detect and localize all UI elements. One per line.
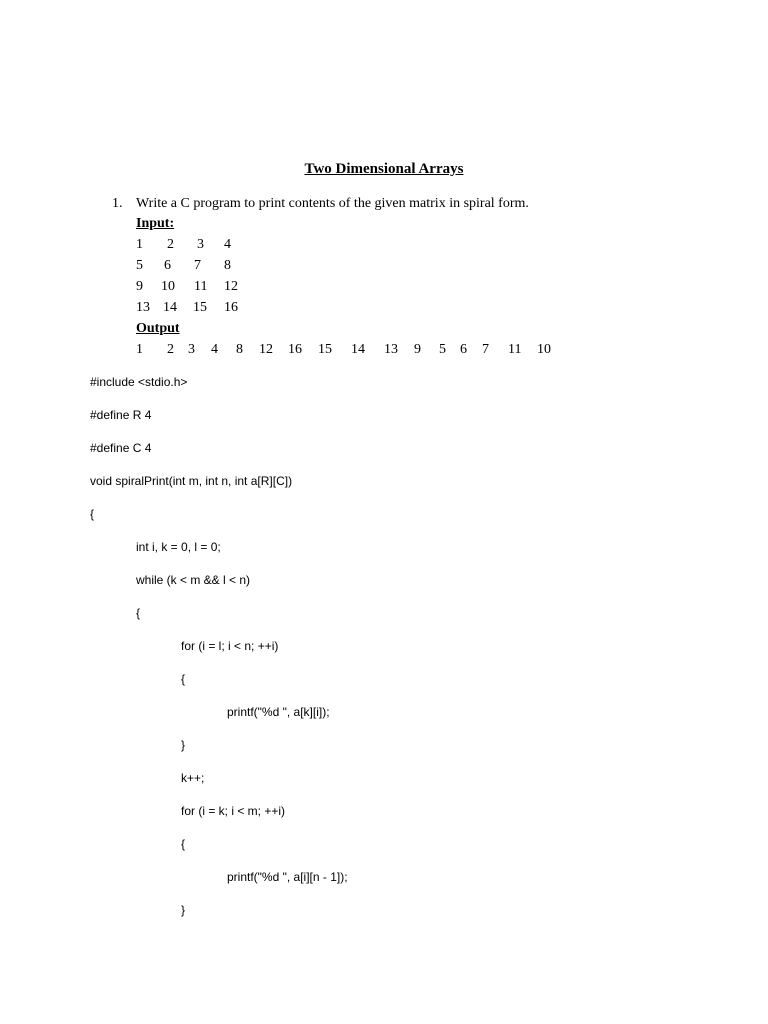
matrix-cell: 10 bbox=[161, 279, 175, 294]
matrix-cell: 12 bbox=[224, 279, 238, 294]
code-line: for (i = k; i < m; ++i) bbox=[181, 804, 286, 818]
output-value: 4 bbox=[211, 342, 218, 357]
output-value: 14 bbox=[351, 342, 365, 357]
code-line: #define C 4 bbox=[90, 441, 152, 455]
code-line: #include <stdio.h> bbox=[90, 375, 188, 389]
code-line: k++; bbox=[181, 771, 205, 785]
input-label: Input: bbox=[136, 216, 175, 231]
matrix-cell: 15 bbox=[193, 300, 207, 315]
output-value: 2 bbox=[167, 342, 174, 357]
output-value: 1 bbox=[136, 342, 143, 357]
output-row bbox=[136, 342, 696, 362]
matrix-cell: 13 bbox=[136, 300, 150, 315]
code-line: printf("%d ", a[k][i]); bbox=[227, 705, 330, 719]
output-value: 9 bbox=[414, 342, 421, 357]
output-value: 8 bbox=[236, 342, 243, 357]
matrix-cell: 3 bbox=[197, 237, 204, 252]
output-value: 11 bbox=[508, 342, 522, 357]
code-line: { bbox=[181, 837, 186, 851]
output-value: 3 bbox=[188, 342, 195, 357]
output-value: 13 bbox=[384, 342, 398, 357]
output-value: 7 bbox=[482, 342, 489, 357]
matrix-cell: 6 bbox=[164, 258, 171, 273]
code-line: printf("%d ", a[i][n - 1]); bbox=[227, 870, 348, 884]
page-title: Two Dimensional Arrays bbox=[304, 161, 464, 177]
matrix-cell: 14 bbox=[163, 300, 177, 315]
output-value: 6 bbox=[460, 342, 467, 357]
code-line: { bbox=[90, 507, 95, 521]
question-number: 1. bbox=[112, 196, 123, 211]
matrix-cell: 7 bbox=[194, 258, 201, 273]
code-line: int i, k = 0, l = 0; bbox=[136, 540, 221, 554]
code-line: } bbox=[181, 903, 186, 917]
matrix-cell: 16 bbox=[224, 300, 238, 315]
output-value: 5 bbox=[439, 342, 446, 357]
code-line: } bbox=[181, 738, 186, 752]
code-line: { bbox=[181, 672, 186, 686]
matrix-cell: 9 bbox=[136, 279, 143, 294]
matrix-cell: 11 bbox=[194, 279, 208, 294]
code-line: void spiralPrint(int m, int n, int a[R][C]) bbox=[90, 474, 293, 488]
matrix-cell: 1 bbox=[136, 237, 143, 252]
code-line: while (k < m && l < n) bbox=[136, 573, 251, 587]
matrix-cell: 4 bbox=[224, 237, 231, 252]
question-text: Write a C program to print contents of the given matrix in spiral form. bbox=[136, 196, 529, 211]
output-value: 10 bbox=[537, 342, 551, 357]
matrix-cell: 2 bbox=[167, 237, 174, 252]
output-value: 12 bbox=[259, 342, 273, 357]
output-value: 16 bbox=[288, 342, 302, 357]
output-value: 15 bbox=[318, 342, 332, 357]
code-line: { bbox=[136, 606, 141, 620]
code-line: #define R 4 bbox=[90, 408, 152, 422]
matrix-cell: 5 bbox=[136, 258, 143, 273]
code-line: for (i = l; i < n; ++i) bbox=[181, 639, 279, 653]
matrix-cell: 8 bbox=[224, 258, 231, 273]
output-label: Output bbox=[136, 321, 180, 336]
